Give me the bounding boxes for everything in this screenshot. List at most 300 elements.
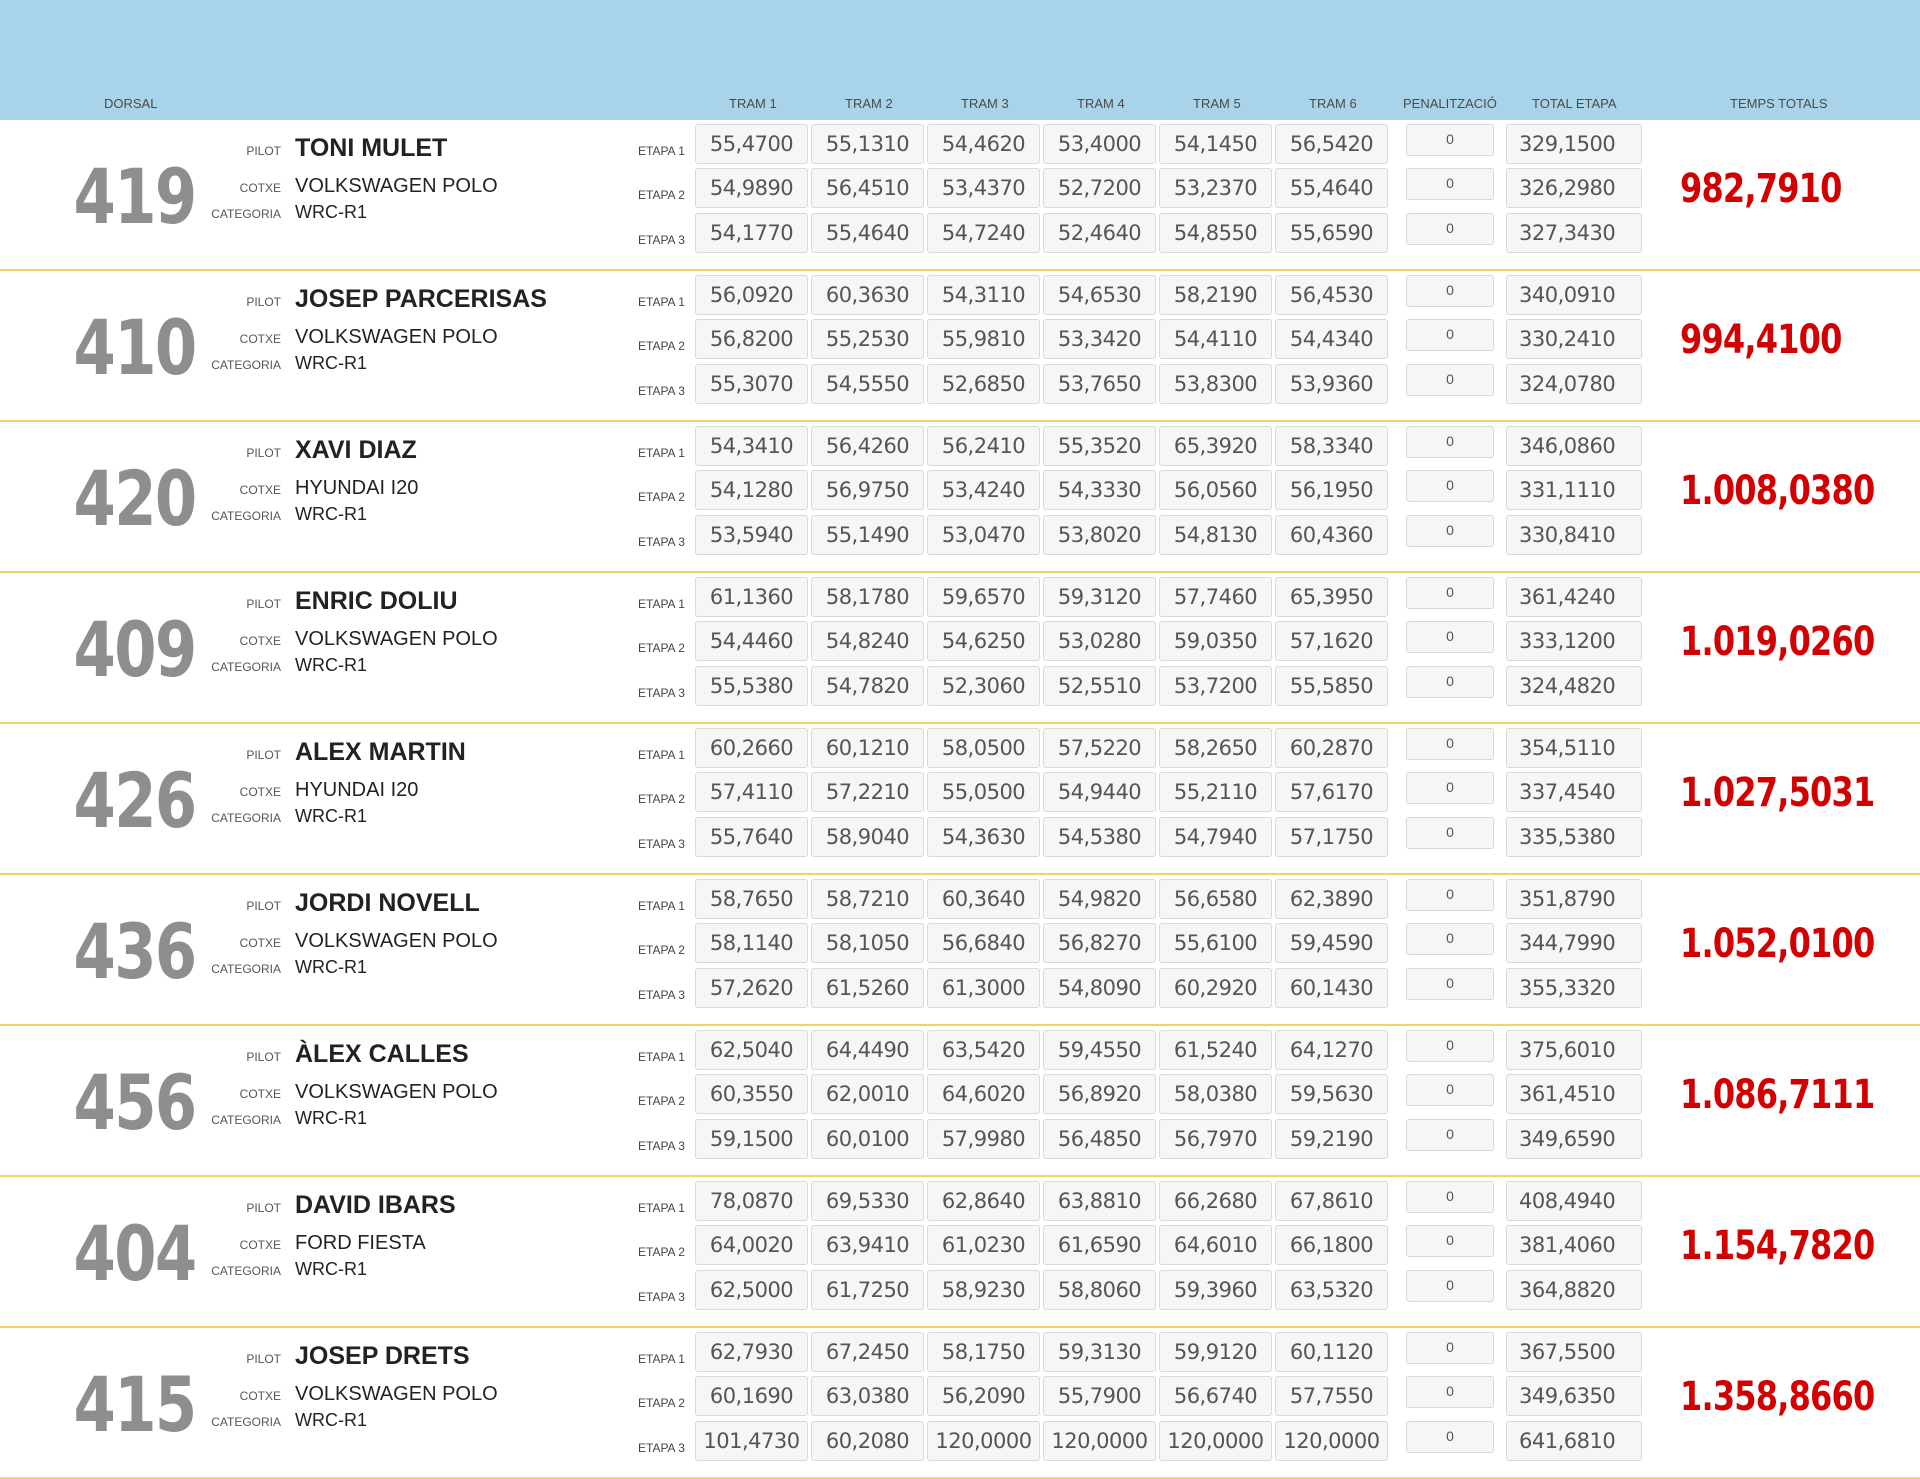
table-row [0, 1328, 1920, 1479]
tram-4-time: 58,8060 [1043, 1270, 1156, 1310]
tram-5-time: 54,7940 [1159, 817, 1272, 857]
cotxe-label: COTXE [239, 634, 281, 648]
tram-5-time: 59,0350 [1159, 621, 1272, 661]
category-value: WRC-R1 [295, 655, 367, 675]
table-row [0, 422, 1920, 573]
tram-3-time: 58,9230 [927, 1270, 1040, 1310]
dorsal-number: 404 [73, 1209, 196, 1298]
car-name: HYUNDAI I20 [295, 779, 419, 801]
tram-2-time: 60,3630 [811, 275, 924, 315]
tram-1-time: 54,1280 [695, 470, 808, 510]
tram-1-time: 62,7930 [695, 1332, 808, 1372]
tram-6-time: 57,7550 [1275, 1376, 1388, 1416]
stage-label: ETAPA 2 [638, 1094, 685, 1108]
stage-total: 326,2980 [1506, 168, 1642, 208]
tram-5-time: 59,3960 [1159, 1270, 1272, 1310]
tram-5-time: 65,3920 [1159, 426, 1272, 466]
tram-3-time: 64,6020 [927, 1074, 1040, 1114]
stage-label: ETAPA 2 [638, 188, 685, 202]
tram-5-time: 56,6740 [1159, 1376, 1272, 1416]
stage-total: 361,4240 [1506, 577, 1642, 617]
tram-2-time: 60,0100 [811, 1119, 924, 1159]
tram-3-time: 55,0500 [927, 772, 1040, 812]
tram-3-time: 53,4240 [927, 470, 1040, 510]
pilot-name: DAVID IBARS [295, 1191, 456, 1219]
stage-row [0, 1376, 1920, 1420]
pilot-name: ALEX MARTIN [295, 738, 466, 766]
categoria-label: CATEGORIA [211, 811, 281, 825]
pilot-name: XAVI DIAZ [295, 436, 417, 464]
tram-2-time: 64,4490 [811, 1030, 924, 1070]
stage-label: ETAPA 3 [638, 1139, 685, 1153]
tram-5-time: 58,2190 [1159, 275, 1272, 315]
tram-5-time: 58,2650 [1159, 728, 1272, 768]
tram-1-time: 55,3070 [695, 364, 808, 404]
tram-3-time: 63,5420 [927, 1030, 1040, 1070]
dorsal-number: 415 [73, 1360, 196, 1449]
total-time: 1.052,0100 [1680, 921, 1875, 967]
dorsal-number: 420 [73, 454, 196, 543]
tram-3-time: 61,0230 [927, 1225, 1040, 1265]
tram-2-time: 60,1210 [811, 728, 924, 768]
stage-label: ETAPA 1 [638, 144, 685, 158]
table-row [0, 724, 1920, 875]
stage-label: ETAPA 2 [638, 792, 685, 806]
penalty-value: 0 [1406, 319, 1494, 351]
stage-row [0, 275, 1920, 319]
tram-2-time: 62,0010 [811, 1074, 924, 1114]
tram-1-time: 56,0920 [695, 275, 808, 315]
tram-1-time: 60,3550 [695, 1074, 808, 1114]
total-time: 982,7910 [1680, 166, 1842, 212]
tram-6-time: 60,1120 [1275, 1332, 1388, 1372]
category-value: WRC-R1 [295, 957, 367, 977]
stage-row [0, 1270, 1920, 1314]
stage-label: ETAPA 1 [638, 1201, 685, 1215]
stage-total: 367,5500 [1506, 1332, 1642, 1372]
stage-label: ETAPA 2 [638, 339, 685, 353]
tram-5-time: 53,7200 [1159, 666, 1272, 706]
stage-row [0, 772, 1920, 816]
tram-2-time: 55,4640 [811, 213, 924, 253]
tram-1-time: 62,5040 [695, 1030, 808, 1070]
tram-3-time: 54,3630 [927, 817, 1040, 857]
stage-label: ETAPA 3 [638, 384, 685, 398]
penalty-value: 0 [1406, 1376, 1494, 1408]
tram-2-time: 56,4510 [811, 168, 924, 208]
stage-row [0, 168, 1920, 212]
stage-row [0, 1421, 1920, 1465]
tram-4-time: 53,4000 [1043, 124, 1156, 164]
penalty-value: 0 [1406, 1225, 1494, 1257]
stage-row [0, 879, 1920, 923]
tram-4-time: 63,8810 [1043, 1181, 1156, 1221]
tram-2-time: 58,9040 [811, 817, 924, 857]
tram-3-time: 54,6250 [927, 621, 1040, 661]
total-time: 1.019,0260 [1680, 619, 1875, 665]
tram-6-time: 60,1430 [1275, 968, 1388, 1008]
stage-label: ETAPA 3 [638, 988, 685, 1002]
header-temps-totals: TEMPS TOTALS [1730, 96, 1828, 111]
tram-5-time: 54,8550 [1159, 213, 1272, 253]
stage-row [0, 1119, 1920, 1163]
tram-2-time: 54,7820 [811, 666, 924, 706]
tram-5-time: 120,0000 [1159, 1421, 1272, 1461]
tram-6-time: 67,8610 [1275, 1181, 1388, 1221]
tram-5-time: 64,6010 [1159, 1225, 1272, 1265]
tram-1-time: 54,9890 [695, 168, 808, 208]
tram-3-time: 54,3110 [927, 275, 1040, 315]
dorsal-number: 456 [73, 1058, 196, 1147]
stage-row [0, 470, 1920, 514]
tram-6-time: 56,5420 [1275, 124, 1388, 164]
penalty-value: 0 [1406, 772, 1494, 804]
dorsal-number: 410 [73, 303, 196, 392]
pilot-label: PILOT [246, 1201, 281, 1215]
categoria-label: CATEGORIA [211, 509, 281, 523]
pilot-name: JORDI NOVELL [295, 889, 480, 917]
stage-label: ETAPA 2 [638, 641, 685, 655]
tram-2-time: 69,5330 [811, 1181, 924, 1221]
tram-3-time: 62,8640 [927, 1181, 1040, 1221]
category-value: WRC-R1 [295, 202, 367, 222]
header-tram-1: TRAM 1 [729, 96, 777, 111]
pilot-label: PILOT [246, 446, 281, 460]
stage-row [0, 1074, 1920, 1118]
tram-5-time: 54,8130 [1159, 515, 1272, 555]
tram-3-time: 55,9810 [927, 319, 1040, 359]
stage-row [0, 1030, 1920, 1074]
tram-4-time: 56,8270 [1043, 923, 1156, 963]
tram-6-time: 55,4640 [1275, 168, 1388, 208]
car-name: VOLKSWAGEN POLO [295, 1383, 498, 1405]
stage-label: ETAPA 3 [638, 1290, 685, 1304]
stage-label: ETAPA 1 [638, 446, 685, 460]
tram-2-time: 58,1050 [811, 923, 924, 963]
stage-total: 329,1500 [1506, 124, 1642, 164]
category-value: WRC-R1 [295, 1410, 367, 1430]
tram-4-time: 61,6590 [1043, 1225, 1156, 1265]
category-value: WRC-R1 [295, 353, 367, 373]
tram-6-time: 54,4340 [1275, 319, 1388, 359]
tram-6-time: 60,2870 [1275, 728, 1388, 768]
car-name: VOLKSWAGEN POLO [295, 175, 498, 197]
stage-total: 330,8410 [1506, 515, 1642, 555]
tram-3-time: 57,9980 [927, 1119, 1040, 1159]
stage-label: ETAPA 1 [638, 1050, 685, 1064]
stage-row [0, 728, 1920, 772]
tram-6-time: 58,3340 [1275, 426, 1388, 466]
total-time: 1.008,0380 [1680, 468, 1875, 514]
table-header [0, 0, 1920, 120]
tram-5-time: 55,2110 [1159, 772, 1272, 812]
tram-2-time: 58,1780 [811, 577, 924, 617]
pilot-label: PILOT [246, 597, 281, 611]
tram-6-time: 56,1950 [1275, 470, 1388, 510]
stage-label: ETAPA 1 [638, 1352, 685, 1366]
cotxe-label: COTXE [239, 1087, 281, 1101]
tram-1-time: 64,0020 [695, 1225, 808, 1265]
tram-5-time: 66,2680 [1159, 1181, 1272, 1221]
stage-label: ETAPA 1 [638, 748, 685, 762]
tram-5-time: 59,9120 [1159, 1332, 1272, 1372]
pilot-name: ÀLEX CALLES [295, 1040, 469, 1068]
tram-5-time: 54,4110 [1159, 319, 1272, 359]
tram-3-time: 59,6570 [927, 577, 1040, 617]
penalty-value: 0 [1406, 364, 1494, 396]
penalty-value: 0 [1406, 470, 1494, 502]
car-name: FORD FIESTA [295, 1232, 426, 1254]
stage-label: ETAPA 3 [638, 837, 685, 851]
tram-4-time: 54,9440 [1043, 772, 1156, 812]
categoria-label: CATEGORIA [211, 1415, 281, 1429]
tram-6-time: 57,6170 [1275, 772, 1388, 812]
header-penalitzacio: PENALITZACIÓ [1403, 96, 1497, 111]
car-name: HYUNDAI I20 [295, 477, 419, 499]
results-table [0, 120, 1920, 1479]
tram-4-time: 53,0280 [1043, 621, 1156, 661]
pilot-label: PILOT [246, 295, 281, 309]
table-row [0, 1026, 1920, 1177]
tram-3-time: 120,0000 [927, 1421, 1040, 1461]
tram-1-time: 55,4700 [695, 124, 808, 164]
penalty-value: 0 [1406, 1332, 1494, 1364]
tram-4-time: 54,9820 [1043, 879, 1156, 919]
penalty-value: 0 [1406, 426, 1494, 458]
tram-1-time: 78,0870 [695, 1181, 808, 1221]
cotxe-label: COTXE [239, 936, 281, 950]
stage-total: 333,1200 [1506, 621, 1642, 661]
tram-3-time: 60,3640 [927, 879, 1040, 919]
stage-label: ETAPA 2 [638, 943, 685, 957]
penalty-value: 0 [1406, 879, 1494, 911]
tram-2-time: 57,2210 [811, 772, 924, 812]
tram-1-time: 57,4110 [695, 772, 808, 812]
tram-1-time: 60,2660 [695, 728, 808, 768]
stage-label: ETAPA 1 [638, 597, 685, 611]
categoria-label: CATEGORIA [211, 1113, 281, 1127]
penalty-value: 0 [1406, 923, 1494, 955]
tram-3-time: 54,4620 [927, 124, 1040, 164]
stage-total: 354,5110 [1506, 728, 1642, 768]
tram-4-time: 54,6530 [1043, 275, 1156, 315]
tram-6-time: 56,4530 [1275, 275, 1388, 315]
tram-6-time: 57,1750 [1275, 817, 1388, 857]
tram-2-time: 58,7210 [811, 879, 924, 919]
table-row [0, 271, 1920, 422]
total-time: 994,4100 [1680, 317, 1842, 363]
tram-4-time: 59,3120 [1043, 577, 1156, 617]
tram-2-time: 61,5260 [811, 968, 924, 1008]
total-time: 1.358,8660 [1680, 1374, 1875, 1420]
pilot-name: JOSEP PARCERISAS [295, 285, 547, 313]
tram-3-time: 52,6850 [927, 364, 1040, 404]
stage-total: 381,4060 [1506, 1225, 1642, 1265]
stage-total: 349,6350 [1506, 1376, 1642, 1416]
penalty-value: 0 [1406, 1181, 1494, 1213]
car-name: VOLKSWAGEN POLO [295, 1081, 498, 1103]
tram-1-time: 55,7640 [695, 817, 808, 857]
tram-2-time: 55,2530 [811, 319, 924, 359]
stage-label: ETAPA 2 [638, 1245, 685, 1259]
stage-row [0, 364, 1920, 408]
tram-5-time: 61,5240 [1159, 1030, 1272, 1070]
tram-2-time: 56,9750 [811, 470, 924, 510]
tram-1-time: 61,1360 [695, 577, 808, 617]
tram-2-time: 67,2450 [811, 1332, 924, 1372]
pilot-label: PILOT [246, 748, 281, 762]
table-row [0, 573, 1920, 724]
tram-4-time: 52,4640 [1043, 213, 1156, 253]
penalty-value: 0 [1406, 124, 1494, 156]
table-row [0, 1177, 1920, 1328]
tram-6-time: 59,5630 [1275, 1074, 1388, 1114]
penalty-value: 0 [1406, 1074, 1494, 1106]
header-total-etapa: TOTAL ETAPA [1532, 96, 1617, 111]
dorsal-number: 409 [73, 605, 196, 694]
total-time: 1.154,7820 [1680, 1223, 1875, 1269]
table-row [0, 875, 1920, 1026]
header-dorsal: DORSAL [104, 96, 158, 111]
tram-2-time: 55,1310 [811, 124, 924, 164]
tram-2-time: 56,4260 [811, 426, 924, 466]
tram-2-time: 54,8240 [811, 621, 924, 661]
tram-5-time: 58,0380 [1159, 1074, 1272, 1114]
pilot-name: TONI MULET [295, 134, 448, 162]
tram-6-time: 63,5320 [1275, 1270, 1388, 1310]
tram-4-time: 53,3420 [1043, 319, 1156, 359]
stage-total: 641,6810 [1506, 1421, 1642, 1461]
categoria-label: CATEGORIA [211, 962, 281, 976]
stage-total: 349,6590 [1506, 1119, 1642, 1159]
pilot-name: JOSEP DRETS [295, 1342, 470, 1370]
tram-1-time: 57,2620 [695, 968, 808, 1008]
tram-2-time: 60,2080 [811, 1421, 924, 1461]
car-name: VOLKSWAGEN POLO [295, 930, 498, 952]
tram-3-time: 54,7240 [927, 213, 1040, 253]
tram-6-time: 57,1620 [1275, 621, 1388, 661]
stage-total: 337,4540 [1506, 772, 1642, 812]
tram-1-time: 54,1770 [695, 213, 808, 253]
penalty-value: 0 [1406, 1421, 1494, 1453]
stage-total: 364,8820 [1506, 1270, 1642, 1310]
header-tram-2: TRAM 2 [845, 96, 893, 111]
tram-6-time: 66,1800 [1275, 1225, 1388, 1265]
tram-6-time: 55,5850 [1275, 666, 1388, 706]
penalty-value: 0 [1406, 817, 1494, 849]
tram-4-time: 54,3330 [1043, 470, 1156, 510]
stage-total: 327,3430 [1506, 213, 1642, 253]
stage-label: ETAPA 3 [638, 535, 685, 549]
penalty-value: 0 [1406, 577, 1494, 609]
tram-5-time: 56,0560 [1159, 470, 1272, 510]
stage-label: ETAPA 2 [638, 490, 685, 504]
header-tram-5: TRAM 5 [1193, 96, 1241, 111]
tram-5-time: 60,2920 [1159, 968, 1272, 1008]
tram-6-time: 59,2190 [1275, 1119, 1388, 1159]
penalty-value: 0 [1406, 1119, 1494, 1151]
tram-5-time: 55,6100 [1159, 923, 1272, 963]
stage-row [0, 426, 1920, 470]
tram-6-time: 62,3890 [1275, 879, 1388, 919]
tram-1-time: 59,1500 [695, 1119, 808, 1159]
tram-3-time: 61,3000 [927, 968, 1040, 1008]
categoria-label: CATEGORIA [211, 1264, 281, 1278]
tram-3-time: 58,0500 [927, 728, 1040, 768]
tram-5-time: 54,1450 [1159, 124, 1272, 164]
stage-label: ETAPA 3 [638, 233, 685, 247]
tram-6-time: 60,4360 [1275, 515, 1388, 555]
stage-total: 355,3320 [1506, 968, 1642, 1008]
stage-row [0, 1332, 1920, 1376]
stage-total: 346,0860 [1506, 426, 1642, 466]
tram-4-time: 54,5380 [1043, 817, 1156, 857]
cotxe-label: COTXE [239, 332, 281, 346]
tram-5-time: 53,2370 [1159, 168, 1272, 208]
tram-2-time: 63,0380 [811, 1376, 924, 1416]
tram-1-time: 58,1140 [695, 923, 808, 963]
tram-6-time: 53,9360 [1275, 364, 1388, 404]
category-value: WRC-R1 [295, 1259, 367, 1279]
pilot-label: PILOT [246, 1352, 281, 1366]
tram-4-time: 54,8090 [1043, 968, 1156, 1008]
stage-total: 351,8790 [1506, 879, 1642, 919]
dorsal-number: 419 [73, 152, 196, 241]
penalty-value: 0 [1406, 275, 1494, 307]
tram-4-time: 52,7200 [1043, 168, 1156, 208]
header-tram-6: TRAM 6 [1309, 96, 1357, 111]
tram-3-time: 53,4370 [927, 168, 1040, 208]
tram-4-time: 52,5510 [1043, 666, 1156, 706]
tram-3-time: 56,6840 [927, 923, 1040, 963]
stage-total: 324,0780 [1506, 364, 1642, 404]
stage-row [0, 666, 1920, 710]
tram-1-time: 58,7650 [695, 879, 808, 919]
cotxe-label: COTXE [239, 785, 281, 799]
stage-row [0, 923, 1920, 967]
tram-1-time: 60,1690 [695, 1376, 808, 1416]
penalty-value: 0 [1406, 968, 1494, 1000]
tram-5-time: 57,7460 [1159, 577, 1272, 617]
cotxe-label: COTXE [239, 483, 281, 497]
stage-row [0, 817, 1920, 861]
category-value: WRC-R1 [295, 806, 367, 826]
category-value: WRC-R1 [295, 1108, 367, 1128]
penalty-value: 0 [1406, 515, 1494, 547]
penalty-value: 0 [1406, 168, 1494, 200]
penalty-value: 0 [1406, 213, 1494, 245]
tram-4-time: 56,8920 [1043, 1074, 1156, 1114]
stage-row [0, 1181, 1920, 1225]
stage-row [0, 621, 1920, 665]
tram-6-time: 55,6590 [1275, 213, 1388, 253]
stage-row [0, 319, 1920, 363]
tram-4-time: 55,3520 [1043, 426, 1156, 466]
stage-total: 330,2410 [1506, 319, 1642, 359]
pilot-label: PILOT [246, 144, 281, 158]
stage-total: 331,1110 [1506, 470, 1642, 510]
car-name: VOLKSWAGEN POLO [295, 326, 498, 348]
tram-1-time: 54,3410 [695, 426, 808, 466]
tram-4-time: 120,0000 [1043, 1421, 1156, 1461]
stage-label: ETAPA 3 [638, 686, 685, 700]
tram-1-time: 53,5940 [695, 515, 808, 555]
stage-label: ETAPA 3 [638, 1441, 685, 1455]
penalty-value: 0 [1406, 1270, 1494, 1302]
categoria-label: CATEGORIA [211, 660, 281, 674]
tram-5-time: 56,7970 [1159, 1119, 1272, 1159]
total-time: 1.086,7111 [1680, 1072, 1875, 1118]
